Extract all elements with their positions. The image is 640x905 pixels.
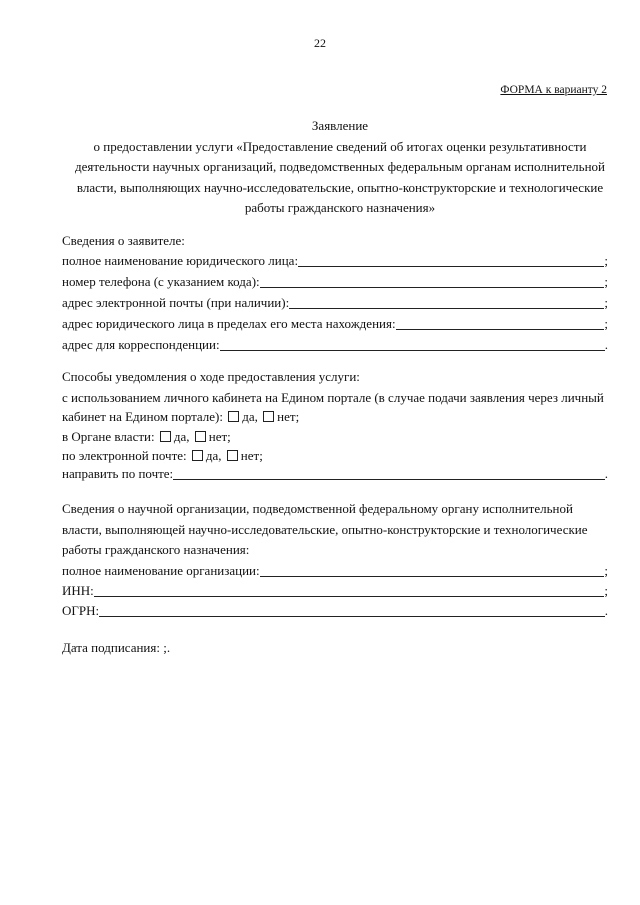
field-entry-line[interactable] [173, 479, 605, 480]
field-end: ; [604, 295, 608, 310]
signing-date: Дата подписания: ;. [62, 640, 171, 655]
title-line: работы гражданского назначения» [244, 200, 436, 215]
page-number: 22 [314, 36, 326, 50]
field-end: . [604, 466, 608, 481]
field-organization-name [62, 560, 608, 581]
field-label: адрес электронной почты (при наличии): [62, 295, 290, 310]
field-label: адрес юридического лица в пределах его места нахождения: [62, 316, 396, 331]
field-legal-entity-name [62, 250, 608, 271]
field-entry-line[interactable] [260, 576, 605, 577]
field-label: полное наименование юридического лица: [62, 253, 299, 268]
option-label: в Органе власти: [62, 429, 155, 444]
field-entry-line[interactable] [298, 266, 604, 267]
option-label: по электронной почте: [62, 448, 187, 463]
field-post-address [62, 463, 608, 484]
notification-organ-option [62, 427, 231, 447]
field-end: . [604, 337, 608, 352]
title-heading: Заявление [311, 118, 369, 133]
field-end: ; [604, 316, 608, 331]
option-label: кабинет на Едином портале): [62, 409, 224, 424]
field-inn [62, 580, 608, 601]
field-label: ОГРН: [62, 603, 100, 618]
notification-heading: Способы уведомления о ходе предоставления услуги: [62, 369, 360, 384]
field-label: номер телефона (с указанием кода): [62, 274, 260, 289]
field-label: полное наименование организации: [62, 563, 260, 578]
field-entry-line[interactable] [396, 329, 605, 330]
no-label: нет; [208, 429, 231, 444]
notification-portal-option [62, 407, 299, 427]
field-entry-line[interactable] [99, 616, 605, 617]
organization-heading-line: работы гражданского назначения: [62, 542, 250, 557]
field-entry-line[interactable] [289, 308, 604, 309]
email-yes-checkbox[interactable] [192, 450, 203, 461]
organization-heading-line: власти, выполняющей научно-исследовательские, опытно-конструкторские и технологические [62, 522, 588, 537]
title-line: власти, выполняющих научно-исследовательские, опытно-конструкторские и технологические [76, 179, 604, 195]
form-reference: ФОРМА к варианту 2 [500, 84, 607, 96]
organ-no-checkbox[interactable] [195, 431, 206, 442]
field-phone [62, 271, 608, 292]
title-line: о предоставлении услуги «Предоставление сведений об итогах оценки результативности [93, 138, 587, 154]
field-ogrn [62, 600, 608, 621]
applicant-heading: Сведения о заявителе: [62, 233, 185, 248]
field-end: ; [604, 563, 608, 578]
field-legal-address [62, 313, 608, 334]
field-entry-line[interactable] [94, 596, 605, 597]
no-label: нет; [277, 409, 300, 424]
field-label: адрес для корреспонденции: [62, 337, 220, 352]
field-email [62, 292, 608, 313]
field-label: направить по почте: [62, 466, 174, 481]
organization-heading-line: Сведения о научной организации, подведомственной федеральному органу исполнительной [62, 501, 573, 516]
no-label: нет; [240, 448, 263, 463]
field-end: . [604, 603, 608, 618]
title-line: деятельности научных организаций, подведомственных федеральным органам исполнительной [74, 159, 606, 174]
yes-label: да, [173, 429, 190, 444]
portal-yes-checkbox[interactable] [228, 411, 239, 422]
field-entry-line[interactable] [260, 287, 605, 288]
yes-label: да, [242, 409, 258, 424]
field-end: ; [604, 583, 608, 598]
field-label: ИНН: [62, 583, 94, 598]
notification-portal-line: с использованием личного кабинета на Едином портале (в случае подачи заявления через личный [62, 390, 604, 405]
organ-yes-checkbox[interactable] [160, 431, 171, 442]
field-end: ; [604, 253, 608, 268]
document-title [40, 116, 640, 219]
field-correspondence-address [62, 334, 608, 355]
field-end: ; [604, 274, 608, 289]
portal-no-checkbox[interactable] [263, 411, 274, 422]
email-no-checkbox[interactable] [227, 450, 238, 461]
yes-label: да, [205, 448, 222, 463]
field-entry-line[interactable] [220, 350, 605, 351]
